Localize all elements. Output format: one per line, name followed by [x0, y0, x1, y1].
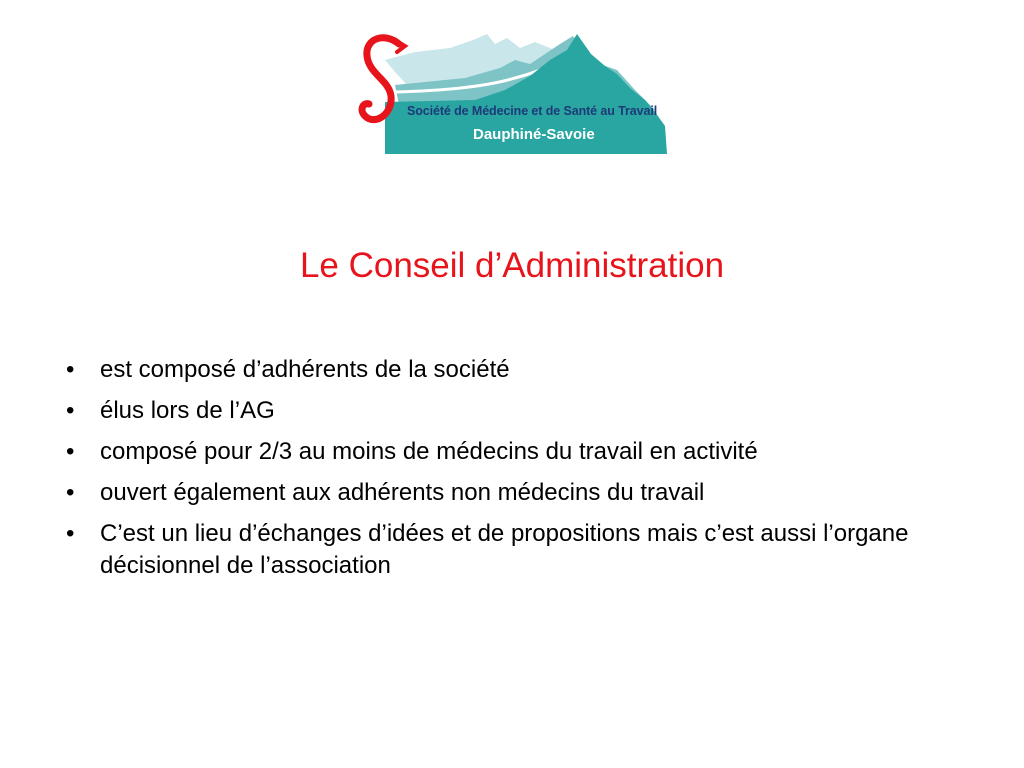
bullet-list — [66, 354, 966, 591]
bullet-item — [66, 395, 966, 427]
bullet-text: élus lors de l’AG — [100, 397, 275, 424]
bullet-text: C’est un lieu d’échanges d’idées et de propositions mais c’est aussi l’organe décisionnel de l’association — [100, 520, 909, 579]
bullet-marker: • — [66, 438, 75, 465]
logo-text-line2: Dauphiné-Savoie — [473, 126, 595, 143]
bullet-item — [66, 354, 966, 386]
bullet-marker: • — [66, 520, 75, 547]
bullet-text: est composé d’adhérents de la société — [100, 356, 510, 383]
bullet-marker: • — [66, 479, 75, 506]
slide-title: Le Conseil d’Administration — [299, 246, 725, 285]
bullet-item — [66, 477, 966, 509]
bullet-marker: • — [66, 356, 75, 383]
bullet-text: ouvert également aux adhérents non médecins du travail — [100, 479, 705, 506]
bullet-item — [66, 518, 966, 582]
organization-logo — [355, 30, 667, 156]
logo-text-line1: Société de Médecine et de Santé au Travail — [407, 104, 658, 118]
bullet-text: composé pour 2/3 au moins de médecins du travail en activité — [100, 438, 758, 465]
bullet-marker: • — [66, 397, 75, 424]
bullet-item — [66, 436, 966, 468]
